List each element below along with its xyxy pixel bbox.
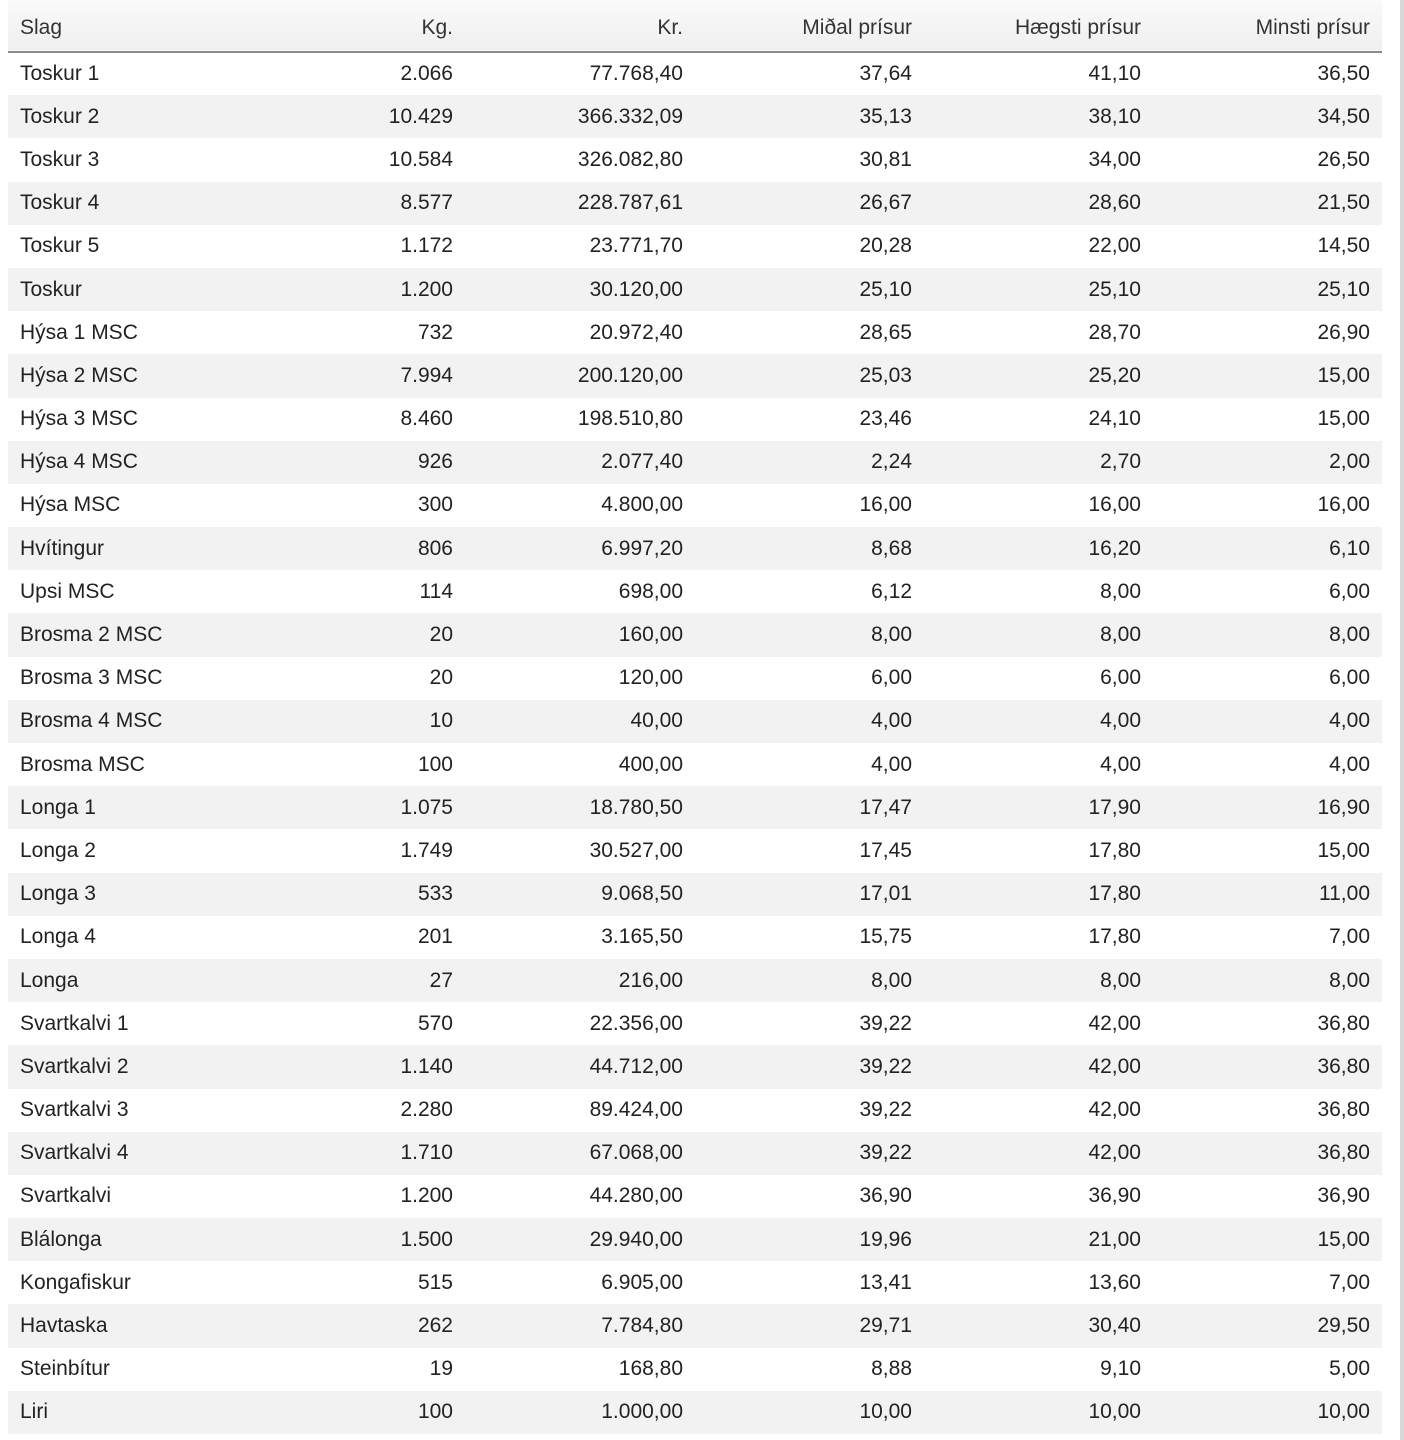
cell-min-price: 16,00 [1317,493,1370,517]
cell-kr: 23.771,70 [589,234,683,258]
column-header-max-price[interactable]: Hægsti prísur [1014,15,1141,39]
table-header [8,0,1382,52]
cell-min-price: 6,00 [1329,579,1370,603]
table-row [8,1261,1382,1304]
cell-slag: Steinbítur [20,1357,110,1381]
cell-kg: 1.140 [400,1054,453,1078]
cell-slag: Blálonga [20,1227,102,1251]
cell-avg-price: 8,68 [871,536,912,560]
cell-slag: Toskur 3 [20,147,100,171]
cell-avg-price: 8,00 [871,968,912,992]
cell-max-price: 9,10 [1100,1357,1141,1381]
cell-min-price: 36,50 [1317,62,1370,86]
cell-avg-price: 13,41 [859,1270,912,1294]
cell-kr: 200.120,00 [577,363,683,387]
cell-slag: Upsi MSC [20,579,115,603]
cell-avg-price: 36,90 [859,1184,912,1208]
cell-kr: 1.000,00 [601,1400,683,1424]
cell-kg: 10 [429,709,453,733]
table-row [8,354,1382,397]
cell-max-price: 42,00 [1088,1098,1141,1122]
cell-avg-price: 10,00 [859,1400,912,1424]
cell-kr: 22.356,00 [589,1011,683,1035]
cell-kr: 168,80 [618,1357,683,1381]
cell-avg-price: 6,00 [871,666,912,690]
column-header-min-price[interactable]: Minsti prísur [1255,15,1370,39]
cell-max-price: 8,00 [1100,579,1141,603]
cell-min-price: 25,10 [1317,277,1370,301]
cell-kr: 40,00 [630,709,683,733]
cell-min-price: 26,50 [1317,147,1370,171]
cell-avg-price: 17,01 [859,882,912,906]
cell-kg: 2.280 [400,1098,453,1122]
cell-kr: 77.768,40 [589,62,683,86]
cell-slag: Toskur 4 [20,191,100,215]
cell-kr: 30.120,00 [589,277,683,301]
cell-max-price: 28,70 [1088,320,1141,344]
table-row [8,52,1382,95]
cell-avg-price: 4,00 [871,709,912,733]
cell-max-price: 16,20 [1088,536,1141,560]
cell-kr: 228.787,61 [577,191,683,215]
table-row [8,95,1382,138]
cell-avg-price: 39,22 [859,1098,912,1122]
table-row [8,570,1382,613]
table-row [8,1304,1382,1347]
column-header-avg-price[interactable]: Miðal prísur [802,15,912,39]
table-row [8,225,1382,268]
cell-min-price: 14,50 [1317,234,1370,258]
cell-kg: 114 [419,579,453,603]
cell-slag: Kongafiskur [20,1270,131,1294]
cell-min-price: 21,50 [1317,191,1370,215]
cell-avg-price: 4,00 [871,752,912,776]
cell-kg: 262 [417,1314,453,1338]
header-row [8,0,1382,52]
cell-kg: 515 [417,1270,453,1294]
table-row [8,1348,1382,1391]
table-row [8,829,1382,872]
cell-min-price: 7,00 [1329,925,1370,949]
cell-max-price: 17,80 [1088,925,1141,949]
cell-kr: 366.332,09 [577,104,683,128]
cell-avg-price: 37,64 [859,62,912,86]
table-row [8,484,1382,527]
cell-slag: Brosma 3 MSC [20,666,163,690]
cell-min-price: 26,90 [1317,320,1370,344]
cell-max-price: 30,40 [1088,1314,1141,1338]
cell-kr: 6.905,00 [601,1270,683,1294]
cell-max-price: 8,00 [1100,968,1141,992]
cell-max-price: 42,00 [1088,1141,1141,1165]
cell-kg: 926 [417,450,453,474]
cell-max-price: 41,10 [1088,62,1141,86]
cell-max-price: 28,60 [1088,191,1141,215]
cell-max-price: 22,00 [1088,234,1141,258]
cell-kg: 10.429 [388,104,453,128]
cell-min-price: 15,00 [1317,363,1370,387]
table-row [8,1391,1382,1434]
table-row [8,1045,1382,1088]
cell-kg: 1.200 [400,277,453,301]
cell-max-price: 34,00 [1088,147,1141,171]
table-row [8,1002,1382,1045]
table-row [8,527,1382,570]
cell-avg-price: 26,67 [859,191,912,215]
cell-avg-price: 35,13 [859,104,912,128]
table-row [8,743,1382,786]
cell-slag: Brosma 4 MSC [20,709,163,733]
cell-kr: 30.527,00 [589,838,683,862]
cell-slag: Longa 3 [20,882,96,906]
cell-kg: 100 [417,1400,453,1424]
cell-max-price: 13,60 [1088,1270,1141,1294]
cell-min-price: 8,00 [1329,623,1370,647]
price-table-container [8,0,1382,1434]
cell-min-price: 36,80 [1317,1011,1370,1035]
cell-kg: 1.172 [400,234,453,258]
cell-slag: Svartkalvi 3 [20,1098,129,1122]
cell-max-price: 42,00 [1088,1054,1141,1078]
cell-kg: 8.577 [400,191,453,215]
cell-slag: Svartkalvi [20,1184,112,1208]
cell-kg: 7.994 [400,363,453,387]
cell-kr: 400,00 [618,752,683,776]
cell-max-price: 8,00 [1100,623,1141,647]
cell-max-price: 4,00 [1100,752,1141,776]
cell-kg: 570 [417,1011,453,1035]
cell-slag: Brosma MSC [20,752,145,776]
cell-max-price: 25,10 [1088,277,1141,301]
table-row [8,311,1382,354]
cell-kg: 1.200 [400,1184,453,1208]
cell-max-price: 25,20 [1088,363,1141,387]
table-row [8,700,1382,743]
cell-max-price: 42,00 [1088,1011,1141,1035]
cell-slag: Svartkalvi 1 [20,1011,129,1035]
cell-min-price: 7,00 [1329,1270,1370,1294]
cell-avg-price: 39,22 [859,1011,912,1035]
cell-kr: 9.068,50 [601,882,683,906]
cell-kr: 18.780,50 [589,795,683,819]
cell-kg: 8.460 [400,407,453,431]
cell-avg-price: 29,71 [859,1314,912,1338]
cell-min-price: 36,90 [1317,1184,1370,1208]
cell-slag: Hvítingur [20,536,105,560]
fish-price-table [8,0,1382,1434]
cell-avg-price: 23,46 [859,407,912,431]
table-row [8,916,1382,959]
cell-slag: Hýsa 1 MSC [20,320,138,344]
cell-kg: 732 [417,320,453,344]
cell-kg: 19 [429,1357,453,1381]
cell-kg: 300 [417,493,453,517]
cell-avg-price: 20,28 [859,234,912,258]
cell-kg: 20 [429,666,453,690]
cell-min-price: 16,90 [1317,795,1370,819]
cell-avg-price: 17,47 [859,795,912,819]
cell-avg-price: 15,75 [859,925,912,949]
cell-min-price: 36,80 [1317,1054,1370,1078]
cell-min-price: 6,00 [1329,666,1370,690]
table-row [8,786,1382,829]
cell-min-price: 4,00 [1329,709,1370,733]
table-row [8,268,1382,311]
cell-avg-price: 16,00 [859,493,912,517]
cell-max-price: 17,80 [1088,882,1141,906]
cell-max-price: 17,80 [1088,838,1141,862]
cell-min-price: 8,00 [1329,968,1370,992]
column-header-kg[interactable]: Kg. [421,15,453,39]
cell-kr: 44.280,00 [589,1184,683,1208]
cell-max-price: 36,90 [1088,1184,1141,1208]
column-header-kr[interactable]: Kr. [657,15,683,39]
table-body [8,52,1382,1434]
cell-kr: 7.784,80 [601,1314,683,1338]
cell-max-price: 16,00 [1088,493,1141,517]
cell-max-price: 4,00 [1100,709,1141,733]
cell-slag: Hýsa 2 MSC [20,363,138,387]
cell-kg: 2.066 [400,62,453,86]
cell-min-price: 11,00 [1319,882,1370,906]
cell-kg: 27 [429,968,453,992]
cell-kg: 100 [417,752,453,776]
cell-kr: 216,00 [618,968,683,992]
cell-slag: Longa 2 [20,838,96,862]
cell-slag: Toskur 1 [20,62,100,86]
cell-kg: 1.075 [400,795,453,819]
cell-max-price: 21,00 [1088,1227,1141,1251]
cell-avg-price: 2,24 [871,450,912,474]
cell-kr: 4.800,00 [601,493,683,517]
cell-slag: Brosma 2 MSC [20,623,163,647]
cell-kr: 20.972,40 [589,320,683,344]
table-row [8,441,1382,484]
cell-kg: 1.710 [400,1141,453,1165]
cell-kr: 29.940,00 [589,1227,683,1251]
cell-max-price: 17,90 [1088,795,1141,819]
cell-avg-price: 8,88 [871,1357,912,1381]
cell-min-price: 15,00 [1317,1227,1370,1251]
cell-min-price: 5,00 [1329,1357,1370,1381]
cell-slag: Hýsa MSC [20,493,121,517]
cell-min-price: 36,80 [1317,1098,1370,1122]
cell-slag: Toskur 2 [20,104,100,128]
cell-slag: Havtaska [20,1314,108,1338]
cell-kr: 89.424,00 [589,1098,683,1122]
cell-kr: 6.997,20 [601,536,683,560]
table-row [8,398,1382,441]
cell-kg: 1.749 [400,838,453,862]
cell-kr: 44.712,00 [589,1054,683,1078]
cell-max-price: 2,70 [1100,450,1141,474]
cell-min-price: 15,00 [1317,838,1370,862]
cell-slag: Svartkalvi 2 [20,1054,129,1078]
cell-kg: 10.584 [388,147,453,171]
cell-kr: 67.068,00 [589,1141,683,1165]
cell-min-price: 34,50 [1317,104,1370,128]
cell-avg-price: 39,22 [859,1054,912,1078]
table-row [8,657,1382,700]
table-row [8,1089,1382,1132]
cell-max-price: 6,00 [1100,666,1141,690]
cell-slag: Hýsa 3 MSC [20,407,138,431]
table-row [8,1132,1382,1175]
cell-kg: 533 [417,882,453,906]
cell-slag: Hýsa 4 MSC [20,450,138,474]
cell-kr: 120,00 [618,666,683,690]
table-row [8,873,1382,916]
cell-min-price: 4,00 [1329,752,1370,776]
cell-avg-price: 25,10 [859,277,912,301]
cell-avg-price: 6,12 [871,579,912,603]
cell-slag: Toskur [20,277,82,301]
cell-kr: 160,00 [618,623,683,647]
cell-kr: 198.510,80 [577,407,683,431]
cell-min-price: 36,80 [1317,1141,1370,1165]
cell-max-price: 38,10 [1088,104,1141,128]
table-row [8,1175,1382,1218]
cell-kr: 698,00 [618,579,683,603]
cell-kg: 201 [417,925,453,949]
cell-kr: 2.077,40 [601,450,683,474]
cell-min-price: 15,00 [1317,407,1370,431]
cell-min-price: 6,10 [1329,536,1370,560]
cell-kr: 326.082,80 [577,147,683,171]
cell-slag: Svartkalvi 4 [20,1141,129,1165]
table-row [8,613,1382,656]
table-row [8,138,1382,181]
cell-avg-price: 17,45 [859,838,912,862]
cell-avg-price: 30,81 [859,147,912,171]
cell-kg: 20 [429,623,453,647]
cell-min-price: 10,00 [1317,1400,1370,1424]
cell-kg: 1.500 [400,1227,453,1251]
cell-avg-price: 8,00 [871,623,912,647]
cell-avg-price: 19,96 [859,1227,912,1251]
cell-max-price: 24,10 [1088,407,1141,431]
table-row [8,182,1382,225]
cell-slag: Liri [20,1400,49,1424]
cell-avg-price: 39,22 [859,1141,912,1165]
column-header-slag[interactable]: Slag [20,15,63,39]
cell-kr: 3.165,50 [601,925,683,949]
cell-slag: Toskur 5 [20,234,100,258]
cell-slag: Longa 1 [20,795,96,819]
scrollbar-edge[interactable] [1400,0,1404,1440]
table-row [8,959,1382,1002]
cell-max-price: 10,00 [1088,1400,1141,1424]
cell-slag: Longa 4 [20,925,96,949]
cell-avg-price: 25,03 [859,363,912,387]
cell-avg-price: 28,65 [859,320,912,344]
table-row [8,1218,1382,1261]
cell-slag: Longa [20,968,79,992]
cell-min-price: 2,00 [1329,450,1370,474]
cell-min-price: 29,50 [1317,1314,1370,1338]
cell-kg: 806 [417,536,453,560]
